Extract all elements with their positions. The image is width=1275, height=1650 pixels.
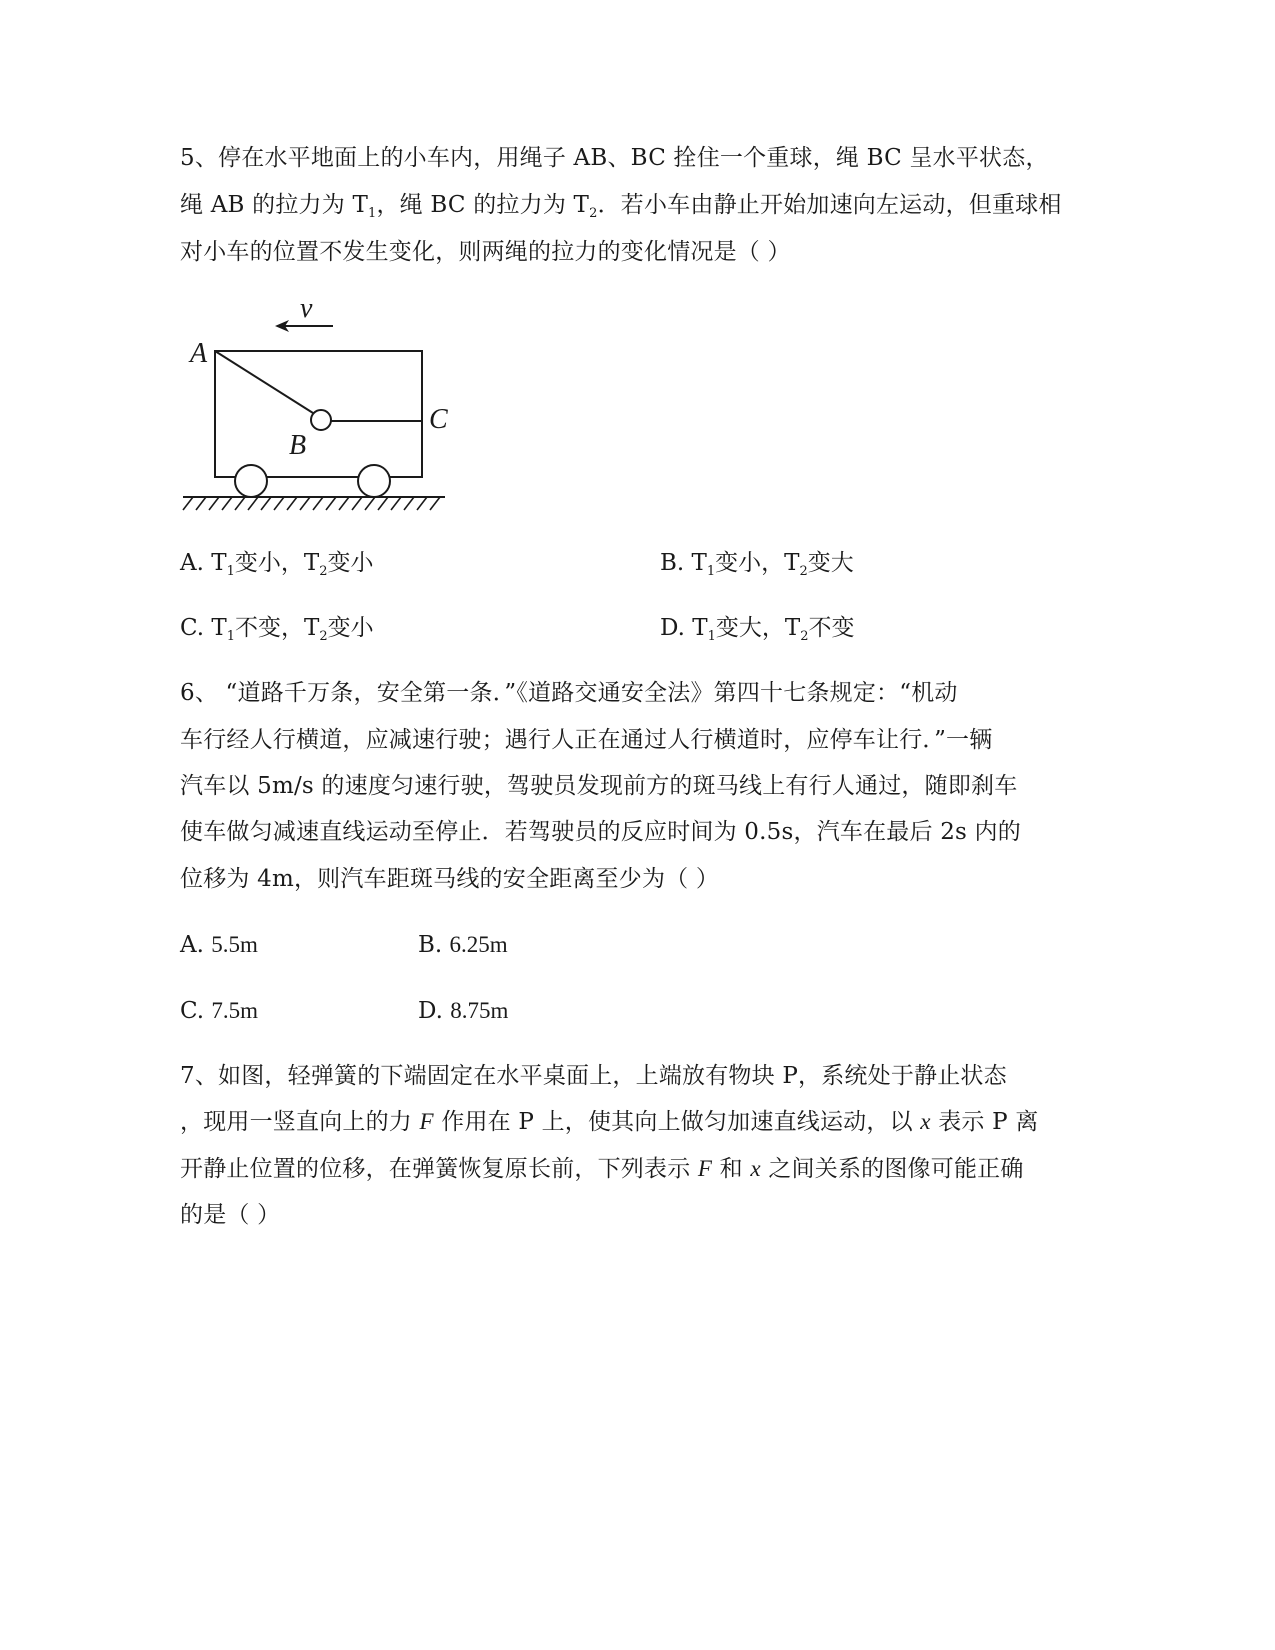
q5-text-2c: ．若小车由静止开始加速向左运动，但重球相 — [597, 192, 1062, 218]
q6-line-5: 位移为 4m，则汽车距斑马线的安全距离至少为（ ） — [180, 866, 720, 892]
wheel-right — [358, 465, 390, 497]
q5-line-2 — [180, 190, 1062, 220]
q5-line-1 — [180, 143, 1049, 173]
q5-option-d — [660, 613, 855, 643]
q7-text-3b: 和 — [712, 1156, 751, 1182]
q7-line-1: 7、如图，轻弹簧的下端固定在水平桌面上，上端放有物块 P，系统处于静止状态 — [180, 1063, 1007, 1089]
q5-opt-d-end: 不变 — [808, 615, 855, 641]
q5-opt-a-mid: 变小，T — [234, 550, 320, 576]
q5-text-3: 对小车的位置不发生变化，则两绳的拉力的变化情况是（ ） — [180, 239, 791, 265]
q5-opt-c-sub1: 1 — [226, 629, 236, 644]
q6-opt-b-label: B. — [418, 932, 443, 958]
q7-text-3a: 开静止位置的位移，在弹簧恢复原长前，下列表示 — [180, 1156, 698, 1182]
q7-line-3 — [180, 1154, 1024, 1184]
q5-opt-c-end: 变小 — [327, 615, 374, 641]
q5-opt-d-prefix: D. T — [660, 615, 708, 641]
q5-opt-d-sub1: 1 — [707, 629, 716, 644]
q6-line-3: 汽车以 5m/s 的速度匀速行驶，驾驶员发现前方的斑马线上有行人通过，随即刹车 — [180, 773, 1018, 799]
q6-option-b — [418, 930, 508, 960]
wheel-left — [235, 465, 267, 497]
q6-opt-a-label: A. — [180, 932, 204, 958]
q5-opt-b-prefix: B. T — [660, 550, 707, 576]
q5-opt-b-end: 变大 — [807, 550, 854, 576]
q6-line-4: 使车做匀减速直线运动至停止．若驾驶员的反应时间为 0.5s，汽车在最后 2s 内的 — [180, 819, 1021, 845]
q6-option-d — [418, 996, 508, 1026]
rope-ab — [215, 351, 313, 413]
q6-option-a — [180, 930, 258, 960]
q5-opt-c-prefix: C. T — [180, 615, 227, 641]
q6-option-c — [180, 996, 258, 1026]
q6-opt-c-value: 7.5m — [211, 998, 259, 1023]
cart-diagram-svg — [175, 290, 455, 520]
q5-opt-a-end: 变小 — [327, 550, 374, 576]
q7-var-f: F — [419, 1109, 434, 1134]
q5-opt-a-sub1: 1 — [226, 564, 235, 579]
q7-text-3c: 之间关系的图像可能正确 — [760, 1156, 1024, 1182]
q5-text-2a: 绳 AB 的拉力为 T — [180, 192, 368, 218]
label-v: v — [300, 293, 313, 324]
q6-opt-b-value: 6.25m — [449, 932, 508, 957]
q5-opt-b-sub2: 2 — [799, 564, 808, 579]
q5-option-a — [180, 548, 373, 578]
ground-hatching — [183, 497, 440, 510]
q7-text-2a: ，现用一竖直向上的力 — [180, 1109, 420, 1135]
q6-opt-d-label: D. — [418, 998, 443, 1024]
q7-var-x-2: x — [750, 1156, 761, 1181]
q6-opt-c-label: C. — [180, 998, 205, 1024]
q7-var-f-2: F — [697, 1156, 713, 1181]
q5-opt-d-sub2: 2 — [800, 629, 809, 644]
label-c: C — [429, 404, 448, 435]
q5-opt-c-mid: 不变，T — [235, 615, 320, 641]
q5-text-2b: ，绳 BC 的拉力为 T — [376, 192, 590, 218]
q5-opt-d-mid: 变大，T — [715, 615, 801, 641]
q6-line-2: 车行经人行横道，应减速行驶；遇行人正在通过人行横道时，应停车让行．”一辆 — [180, 727, 993, 753]
q5-text-1: 停在水平地面上的小车内，用绳子 AB、BC 拴住一个重球，绳 BC 呈水平状态， — [218, 145, 1049, 171]
q5-option-c — [180, 613, 374, 643]
cart-diagram — [175, 290, 455, 524]
q5-opt-a-sub2: 2 — [319, 564, 328, 579]
ball — [311, 410, 331, 430]
q6-opt-d-value: 8.75m — [450, 998, 509, 1023]
q7-line-4: 的是（ ） — [180, 1202, 281, 1228]
q5-sub-1: 1 — [368, 206, 377, 221]
q5-option-b — [660, 548, 854, 578]
q6-line-1: 6、 “道路千万条，安全第一条．”《道路交通安全法》第四十七条规定：“机动 — [180, 680, 958, 706]
q7-line-2 — [180, 1107, 1039, 1137]
label-b: B — [289, 430, 307, 461]
q7-var-x: x — [920, 1109, 931, 1134]
q5-line-3 — [180, 237, 791, 267]
q5-number: 5、 — [180, 145, 219, 171]
q5-opt-a-prefix: A. T — [180, 550, 227, 576]
q5-sub-2: 2 — [589, 206, 598, 221]
q5-opt-c-sub2: 2 — [319, 629, 328, 644]
q5-opt-b-mid: 变小，T — [715, 550, 800, 576]
q6-opt-a-value: 5.5m — [211, 932, 258, 957]
q7-text-2b: 作用在 P 上，使其向上做匀加速直线运动，以 — [433, 1109, 921, 1135]
q7-text-2c: 表示 P 离 — [930, 1109, 1039, 1135]
q5-opt-b-sub1: 1 — [706, 564, 716, 579]
label-a: A — [190, 338, 208, 369]
